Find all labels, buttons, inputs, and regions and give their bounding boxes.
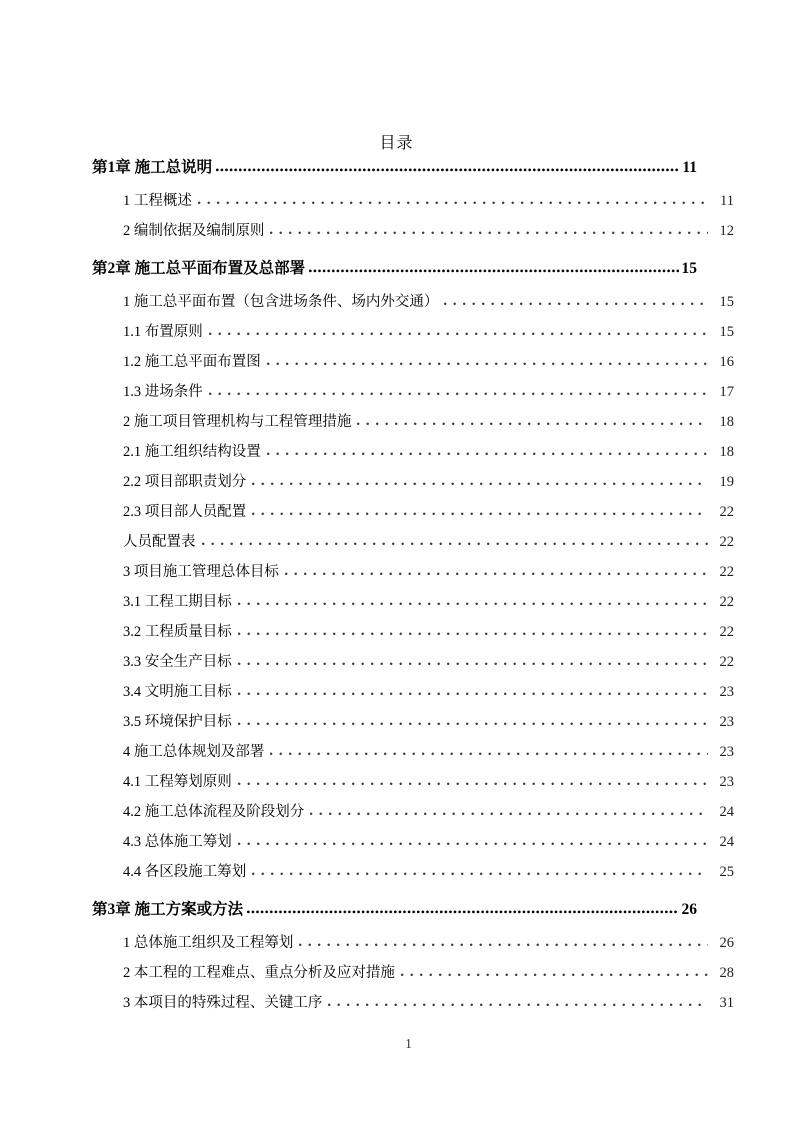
toc-entry-sub[interactable]	[92, 216, 734, 246]
toc-entry-sub[interactable]	[92, 857, 734, 887]
toc-entry-page: 22	[719, 654, 734, 670]
toc-entry-page: 22	[719, 624, 734, 640]
dot-leader	[238, 632, 708, 636]
toc-entry-page: 15	[681, 260, 697, 277]
toc-entry-page: 17	[719, 384, 734, 400]
toc-entry-title: 2 编制依据及编制原则	[123, 223, 265, 239]
toc-entry-sub[interactable]	[92, 767, 734, 797]
toc-entry-sub[interactable]	[92, 617, 734, 647]
toc-entry-sub[interactable]	[92, 928, 734, 958]
dot-leader	[209, 332, 708, 336]
toc-entry-title: 4.1 工程筹划原则	[123, 774, 232, 790]
toc-entry-sub[interactable]	[92, 467, 734, 497]
dot-leader	[247, 910, 678, 914]
toc-entry-sub[interactable]	[92, 347, 734, 377]
toc-entry-page: 23	[719, 714, 734, 730]
toc-entry-page: 12	[719, 223, 734, 239]
toc-entry-title: 4.4 各区段施工筹划	[123, 864, 247, 880]
toc-entry-sub[interactable]	[92, 958, 734, 988]
toc-entry-title: 人员配置表	[123, 534, 196, 550]
toc-entry-title: 3.3 安全生产目标	[123, 654, 232, 670]
toc-entry-sub[interactable]	[92, 497, 734, 527]
dot-leader	[198, 201, 708, 205]
toc-entry-page: 11	[720, 193, 734, 209]
toc-entry-sub[interactable]	[92, 407, 734, 437]
toc-entry-title: 3.1 工程工期目标	[123, 594, 232, 610]
toc-entry-title: 3 本项目的特殊过程、关键工序	[123, 995, 323, 1011]
toc-entry-page: 28	[719, 965, 734, 981]
toc-entry-page: 26	[719, 935, 734, 951]
dot-leader	[270, 231, 708, 235]
toc-entry-page: 18	[719, 444, 734, 460]
dot-leader	[328, 1003, 708, 1007]
dot-leader	[252, 512, 708, 516]
toc-entry-title: 3.5 环境保护目标	[123, 714, 232, 730]
toc-entry-page: 16	[719, 354, 734, 370]
toc-entry-sub[interactable]	[92, 737, 734, 767]
toc-entry-page: 11	[682, 159, 697, 176]
toc-list	[92, 145, 734, 1018]
toc-entry-title: 1 施工总平面布置（包含进场条件、场内外交通）	[123, 294, 439, 310]
dot-leader	[252, 482, 708, 486]
dot-leader	[267, 452, 708, 456]
toc-entry-sub[interactable]	[92, 988, 734, 1018]
dot-leader	[216, 168, 679, 172]
dot-leader	[238, 662, 708, 666]
dot-leader	[202, 542, 709, 546]
toc-entry-page: 19	[719, 474, 734, 490]
dot-leader	[238, 782, 708, 786]
dot-leader	[252, 872, 708, 876]
toc-entry-page: 15	[719, 294, 734, 310]
toc-entry-page: 23	[719, 684, 734, 700]
toc-entry-title: 2 施工项目管理机构与工程管理措施	[123, 414, 352, 430]
toc-entry-page: 22	[719, 594, 734, 610]
dot-leader	[267, 362, 708, 366]
page-number-footer: 1	[405, 1036, 412, 1051]
toc-entry-page: 24	[719, 804, 734, 820]
toc-entry-sub[interactable]	[92, 797, 734, 827]
toc-entry-page: 15	[719, 324, 734, 340]
toc-entry-chapter[interactable]	[92, 894, 697, 925]
toc-entry-page: 23	[719, 774, 734, 790]
toc-entry-sub[interactable]	[92, 677, 734, 707]
toc-entry-title: 第1章 施工总说明	[92, 159, 213, 176]
toc-entry-page: 22	[719, 504, 734, 520]
toc-entry-title: 1 总体施工组织及工程筹划	[123, 935, 294, 951]
toc-entry-page: 22	[719, 534, 734, 550]
toc-entry-page: 26	[681, 901, 697, 918]
toc-entry-page: 25	[719, 864, 734, 880]
toc-entry-sub[interactable]	[92, 377, 734, 407]
toc-entry-title: 3 项目施工管理总体目标	[123, 564, 279, 580]
dot-leader	[238, 692, 708, 696]
toc-entry-title: 2.2 项目部职责划分	[123, 474, 247, 490]
dot-leader	[401, 973, 708, 977]
toc-entry-sub[interactable]	[92, 527, 734, 557]
dot-leader	[238, 602, 708, 606]
toc-entry-title: 1.1 布置原则	[123, 324, 203, 340]
toc-entry-title: 2.1 施工组织结构设置	[123, 444, 261, 460]
toc-entry-sub[interactable]	[92, 317, 734, 347]
toc-entry-sub[interactable]	[92, 557, 734, 587]
toc-entry-page: 18	[719, 414, 734, 430]
toc-entry-title: 第2章 施工总平面布置及总部署	[92, 260, 306, 277]
toc-entry-title: 4.2 施工总体流程及阶段划分	[123, 804, 305, 820]
toc-entry-title: 第3章 施工方案或方法	[92, 901, 244, 918]
toc-entry-title: 2 本工程的工程难点、重点分析及应对措施	[123, 965, 395, 981]
toc-entry-chapter[interactable]	[92, 253, 697, 284]
toc-entry-title: 1.2 施工总平面布置图	[123, 354, 261, 370]
toc-entry-title: 3.4 文明施工目标	[123, 684, 232, 700]
toc-entry-title: 1 工程概述	[123, 193, 192, 209]
toc-entry-sub[interactable]	[92, 707, 734, 737]
toc-entry-sub[interactable]	[92, 287, 734, 317]
toc-entry-page: 23	[719, 744, 734, 760]
toc-entry-sub[interactable]	[92, 186, 734, 216]
toc-entry-title: 4 施工总体规划及部署	[123, 744, 265, 760]
toc-entry-title: 3.2 工程质量目标	[123, 624, 232, 640]
dot-leader	[299, 943, 708, 947]
dot-leader	[270, 752, 708, 756]
toc-entry-page: 31	[719, 995, 734, 1011]
toc-entry-page: 24	[719, 834, 734, 850]
toc-entry-title: 2.3 项目部人员配置	[123, 504, 247, 520]
toc-entry-title: 1.3 进场条件	[123, 384, 203, 400]
toc-entry-sub[interactable]	[92, 827, 734, 857]
toc-entry-page: 22	[719, 564, 734, 580]
dot-leader	[310, 812, 708, 816]
toc-entry-sub[interactable]	[92, 437, 734, 467]
dot-leader	[444, 302, 708, 306]
dot-leader	[309, 269, 678, 273]
toc-entry-sub[interactable]	[92, 647, 734, 677]
toc-entry-chapter[interactable]	[92, 152, 697, 183]
toc-entry-sub[interactable]	[92, 587, 734, 617]
dot-leader	[285, 572, 708, 576]
toc-title: 目录	[379, 135, 414, 152]
dot-leader	[357, 422, 708, 426]
toc-entry-title: 4.3 总体施工筹划	[123, 834, 232, 850]
dot-leader	[238, 722, 708, 726]
dot-leader	[238, 842, 708, 846]
dot-leader	[209, 392, 708, 396]
